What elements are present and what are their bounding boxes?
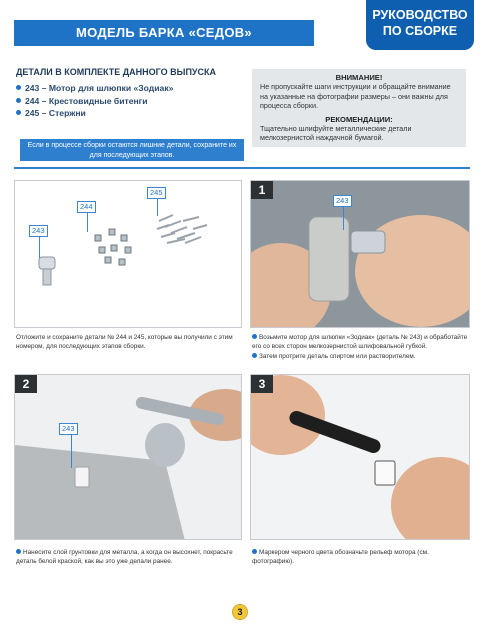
motor-part [75, 467, 89, 487]
recommendations-text: Тщательно шлифуйте металлические детали мелкозернистой наждачной бумагой. [260, 123, 412, 142]
parts-photo [14, 180, 242, 328]
parts-heading: ДЕТАЛИ В КОМПЛЕКТЕ ДАННОГО ВЫПУСКА [16, 67, 216, 77]
tag-leader [87, 212, 88, 232]
warning-title: ВНИМАНИЕ! [335, 73, 383, 82]
spare-parts-note: Если в процессе сборки остаются лишние детали, сохраните их для последующих этапов. [20, 139, 244, 161]
step-1-illustration [251, 181, 470, 328]
step-2-photo [14, 374, 242, 540]
motor-part [351, 231, 385, 253]
bullet-icon [252, 334, 257, 339]
section-divider [14, 167, 470, 169]
step-1-caption-2: Затем протрите деталь спиртом или растворителем. [252, 352, 472, 361]
parts-illustration [15, 181, 242, 328]
tag-leader [39, 236, 40, 258]
warning-box [252, 69, 466, 147]
tag-243: 243 [29, 225, 48, 237]
step-3-photo [250, 374, 470, 540]
warning-text: Не пропускайте шаги инструкции и обращайте внимание на указанные на фотографии размеры – они важны для процесса сборки. [260, 82, 451, 110]
motor-part [375, 461, 395, 485]
bullet-icon [252, 353, 257, 358]
corner-line-1: РУКОВОДСТВО [372, 8, 468, 22]
step-number: 3 [251, 375, 273, 393]
step-3-caption: Маркером черного цвета обозначьте рельеф мотора (см. фотографию). [252, 549, 429, 565]
parts-item: 243 – Мотор для шлюпки «Зодиак» [16, 82, 173, 95]
step-1-photo [250, 180, 470, 328]
tag-leader [157, 198, 158, 216]
tag-leader [343, 206, 344, 230]
bitts-parts-244 [95, 229, 131, 265]
bullet-icon [16, 98, 21, 103]
page-title: МОДЕЛЬ БАРКА «СЕДОВ» [76, 25, 252, 40]
parts-item: 244 – Крестовидные битенги [16, 95, 173, 108]
step-number: 1 [251, 181, 273, 199]
tag-245: 245 [147, 187, 166, 199]
step-2-illustration [15, 375, 242, 540]
tag-243: 243 [333, 195, 352, 207]
tag-244: 244 [77, 201, 96, 213]
bullet-icon [16, 549, 21, 554]
recommendations-title: РЕКОМЕНДАЦИИ: [325, 114, 393, 124]
bullet-icon [16, 85, 21, 90]
bullet-icon [252, 549, 257, 554]
section-corner-label [366, 7, 474, 39]
step-number: 2 [15, 375, 37, 393]
step-2-caption: Нанесите слой грунтовки для металла, а когда он высохнет, покрасьте деталь белой краской, как вы это уже делали ранее. [16, 549, 233, 565]
bullet-icon [16, 110, 21, 115]
tag-leader [71, 434, 72, 468]
motor-part-243 [39, 257, 55, 285]
parts-list [16, 82, 173, 120]
corner-line-2: ПО СБОРКЕ [382, 24, 458, 38]
airbrush-cup [145, 423, 185, 467]
parts-item: 245 – Стержни [16, 107, 173, 120]
rods-parts-245 [157, 215, 207, 243]
tag-243: 243 [59, 423, 78, 435]
parts-caption: Отложите и сохраните детали № 244 и 245, которые вы получили с этим номером, для последующих этапов сборки. [16, 334, 233, 350]
step-1-caption: Возьмите мотор для шлюпки «Зодиак» (деталь № 243) и обработайте его со всех сторон мелкозернистой шлифовальной губкой. [252, 334, 468, 350]
step-3-illustration [251, 375, 470, 540]
page-number: 3 [232, 604, 248, 620]
